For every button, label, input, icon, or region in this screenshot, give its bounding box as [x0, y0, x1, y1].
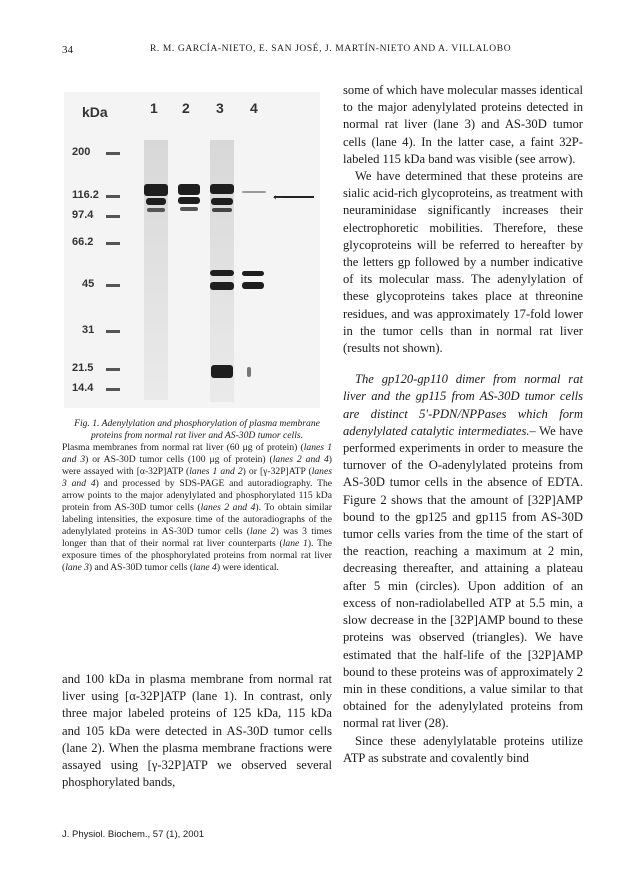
caption-fragment: ) were identical. [216, 562, 279, 573]
marker-label: 21.5 [72, 362, 94, 374]
lane-2-band [180, 207, 198, 211]
left-column-text [62, 671, 332, 791]
marker-label: 97.4 [72, 209, 94, 221]
lane-1-band [146, 198, 166, 205]
caption-fragment: lanes 1 and 3 [62, 442, 332, 465]
marker-tick [106, 215, 120, 218]
marker-tick [106, 242, 120, 245]
lane-4-band [242, 282, 264, 289]
right-column-text [343, 82, 583, 767]
caption-fragment: ) and AS-30D tumor cells ( [88, 562, 194, 573]
caption-fragment: ) or AS-30D tumor cells (100 μg of protein) ( [85, 454, 273, 465]
caption-fragment: lane 3 [65, 562, 89, 573]
marker-label: 116.2 [72, 189, 99, 201]
lane-3-band [211, 198, 233, 205]
caption-fragment: Plasma membranes from normal rat liver (60 μg of protein) ( [62, 442, 304, 453]
journal-footer: J. Physiol. Biochem., 57 (1), 2001 [62, 829, 205, 840]
marker-tick [106, 195, 120, 198]
right-paragraph-3 [343, 371, 583, 732]
running-head: R. M. GARCÍA-NIETO, E. SAN JOSÉ, J. MARTÍN-NIETO AND A. VILLALOBO [150, 44, 512, 54]
caption-fragment: lanes 2 and 4 [200, 502, 256, 513]
marker-tick [106, 368, 120, 371]
lane-label-4: 4 [250, 100, 258, 116]
autoradiograph-figure [64, 92, 320, 408]
lane-label-1: 1 [150, 100, 158, 116]
caption-fragment: ) were assayed with [α-32P]ATP ( [62, 454, 332, 477]
lane-label-2: 2 [182, 100, 190, 116]
lane-3-band [210, 282, 234, 290]
lane-1-smear [144, 140, 168, 400]
right-paragraph-4: Since these adenylylatable proteins utilize ATP as substrate and covalently bind [343, 733, 583, 765]
lane-3-band [210, 270, 234, 276]
caption-fragment: lanes 1 and 2 [189, 466, 243, 477]
caption-fragment: ) and processed by SDS-PAGE and autoradiography. The arrow points to the major adenylylated and phosphorylated 115 kDa protein from AS-30D tumor cells ( [62, 478, 333, 513]
marker-tick [106, 388, 120, 391]
right-paragraph-1: some of which have molecular masses identical to the major adenylylated proteins detected in normal rat liver (lane 3) and AS-30D tumor cells (lane 4). In the latter case, a faint 32P-labeled 115 kDa band was visible (see arrow). [343, 83, 583, 166]
left-paragraph: and 100 kDa in plasma membrane from normal rat liver using [α-32P]ATP (lane 1). In contrast, only three major labeled proteins of 125 kDa, 115 kDa and 105 kDa were detected in AS-30D tumor cells (lane 2). When the plasma membrane fractions were assayed using [γ-32P]ATP we observed several phosphorylated bands, [62, 672, 332, 790]
lane-3-band [210, 184, 234, 194]
caption-fragment: ). To obtain similar labeling intensities, the exposure time of the autoradiographs of the adenylylated proteins in AS-30D tumor cells ( [62, 502, 332, 537]
lane-4-faint-band [242, 191, 266, 193]
marker-label: 45 [82, 278, 95, 290]
section-body: We have performed experiments in order to measure the turnover of the O-adenylylated proteins from AS-30D tumor cells in the absence of EDTA. Figure 2 shows that the amount of [32P]AMP bound to the gp125 and gp115 from AS-30D tumor cells varies from the time of the start of the reaction, reaching a maximum at 2 min, decreasing thereafter, and attaining a plateau after 5 min (circles). Upon addition of an excess of non-radiolabelled ATP at 5.5 min, a slow decrease in the [32P]AMP bound to these proteins was observed (triangles). We have estimated that the half-life of the [32P]AMP bound to these proteins was of approximately 2 min in these conditions, a value similar to that obtained for the adenylylated proteins from normal rat liver (28). [343, 423, 583, 731]
caption-fragment: lanes 2 and 4 [272, 454, 329, 465]
figure-caption [62, 418, 332, 574]
caption-fragment: ) or [γ-32P]ATP ( [242, 466, 312, 477]
lane-2-band [178, 197, 200, 204]
caption-fragment: lane 1 [282, 538, 308, 549]
marker-label: 31 [82, 324, 95, 336]
lane-4-band [247, 367, 251, 377]
right-paragraph-2: We have determined that these proteins are sialic acid-rich glycoproteins, as treatment with neuraminidase significantly increases their electrophoretic mobilities. Therefore, these glycoproteins will be referred to hereafter by the letters gp followed by a number indicative of its molecular mass. The adenylylation of these glycoproteins takes place at threonine residues, and was approximately 17-fold lower in the tumor cells than in normal rat liver (results not shown). [343, 169, 583, 356]
marker-label: 200 [72, 146, 91, 158]
page-number: 34 [62, 44, 73, 56]
caption-fragment: ) was 3 times longer than that of their normal rat liver counterparts ( [62, 526, 332, 549]
caption-fragment: lane 2 [250, 526, 276, 537]
lane-2-band [178, 184, 200, 195]
caption-fragment: lanes 3 and 4 [62, 466, 332, 489]
marker-tick [106, 284, 120, 287]
marker-label: 14.4 [72, 382, 94, 394]
marker-tick [106, 330, 120, 333]
caption-title-text: Fig. 1. Adenylylation and phosphorylation of plasma membrane proteins from normal rat liver and AS-30D tumor cells. [74, 418, 320, 441]
caption-body [62, 442, 332, 573]
marker-label: 66.2 [72, 236, 94, 248]
kda-label: kDa [82, 104, 108, 120]
lane-1-band [147, 208, 165, 212]
lane-3-band [211, 365, 233, 378]
caption-fragment: lane 4 [193, 562, 217, 573]
lane-label-3: 3 [216, 100, 224, 116]
caption-title [62, 418, 332, 442]
lane-4-band [242, 271, 264, 276]
section-heading: The gp120-gp110 dimer from normal rat liver and the gp115 from AS-30D tumor cells are distinct 5'-PDN/NPPases which form adenylylated catalytic intermediates.– [343, 372, 583, 438]
lane-3-band [212, 208, 232, 212]
lane-1-band [144, 184, 168, 196]
caption-fragment: ). The exposure times of the phosphorylated proteins from normal rat liver ( [62, 538, 333, 573]
arrow-icon: ← [270, 187, 286, 204]
marker-tick [106, 152, 120, 155]
